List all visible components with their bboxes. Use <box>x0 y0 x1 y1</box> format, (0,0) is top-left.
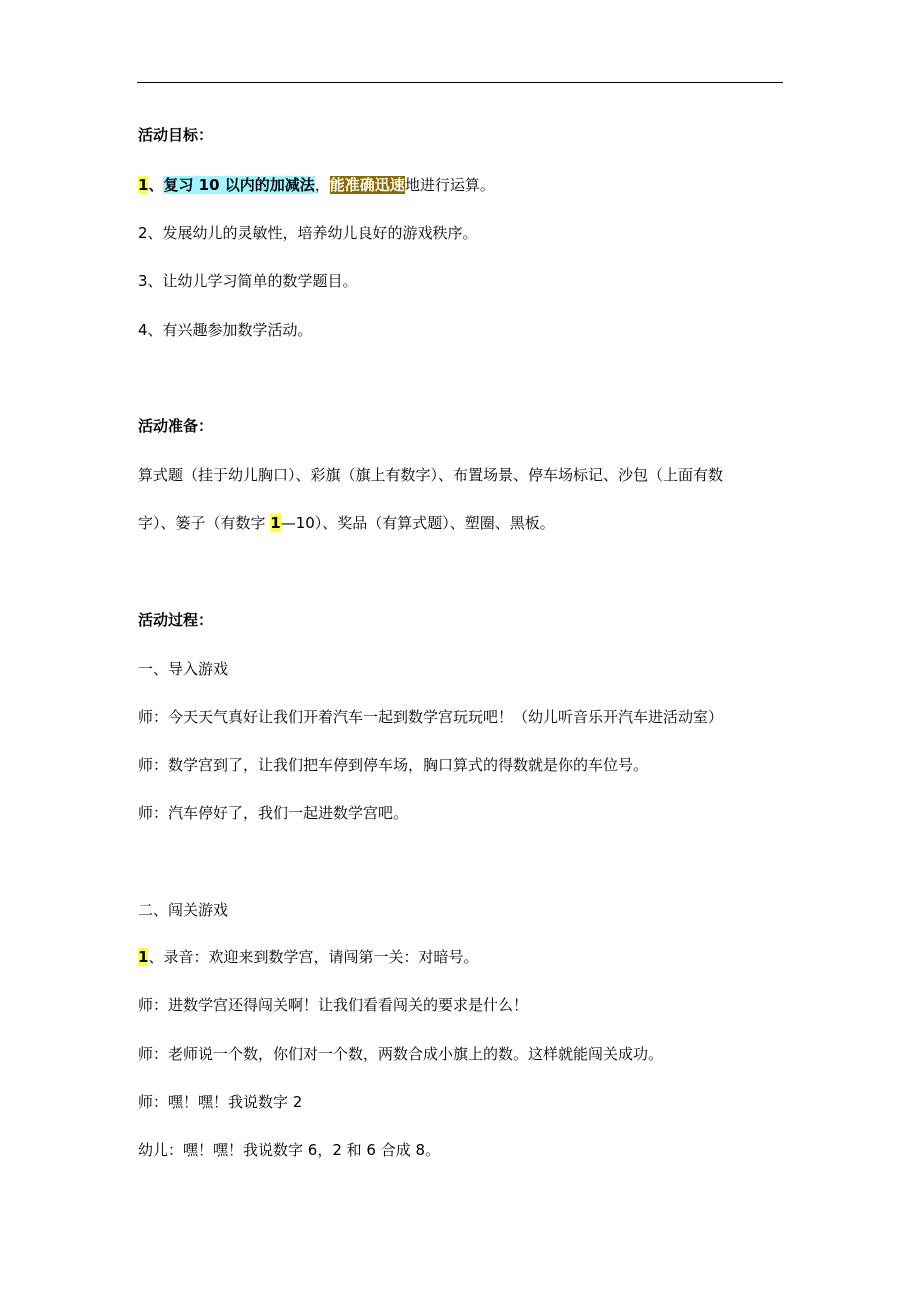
prep-line-1: 算式题（挂于幼儿胸口）、彩旗（旗上有数字）、布置场景、停车场标记、沙包（上面有数 <box>138 466 724 484</box>
goal-1-highlight-b: 能准确迅速 <box>329 176 405 194</box>
section-1-line-1: 师：今天天气真好让我们开着汽车一起到数学宫玩玩吧！（幼儿听音乐开汽车进活动室） <box>138 708 724 726</box>
goal-1-comma: ， <box>314 176 330 194</box>
section-2-title: 二、闯关游戏 <box>138 901 229 919</box>
goal-1-rest: 地进行运算。 <box>404 176 495 194</box>
section-2-line-1 <box>138 946 478 968</box>
section-2-line-5: 幼儿：嘿！嘿！我说数字 6，2 和 6 合成 8。 <box>138 1141 441 1159</box>
goals-heading: 活动目标： <box>138 126 214 144</box>
section-1-line-3: 师：汽车停好了，我们一起进数学宫吧。 <box>138 804 409 822</box>
section-2-line-1-text: 、录音：欢迎来到数学宫，请闯第一关：对暗号。 <box>148 948 479 966</box>
goal-1-highlight-a: 复习 10 以内的加减法 <box>163 176 315 194</box>
prep-heading: 活动准备： <box>138 417 214 435</box>
section-2-line-1-number: 1 <box>138 948 149 966</box>
header-rule <box>137 82 783 83</box>
section-2-line-4: 师：嘿！嘿！我说数字 2 <box>138 1093 303 1111</box>
section-1-line-2: 师：数学宫到了，让我们把车停到停车场，胸口算式的得数就是你的车位号。 <box>138 756 649 774</box>
goal-2: 2、发展幼儿的灵敏性，培养幼儿良好的游戏秩序。 <box>138 224 478 242</box>
section-2-line-3: 师：老师说一个数，你们对一个数，两数合成小旗上的数。这样就能闯关成功。 <box>138 1045 664 1063</box>
prep-line-2-a: 字）、篓子（有数字 <box>138 514 271 532</box>
goal-1 <box>138 174 495 196</box>
section-2-line-2: 师：进数学宫还得闯关啊！让我们看看闯关的要求是什么！ <box>138 996 529 1014</box>
prep-line-2-dash: —1 <box>280 514 306 532</box>
goal-1-number: 1 <box>138 176 149 194</box>
goal-1-separator: 、 <box>148 176 164 194</box>
prep-line-2-rest: 0）、奖品（有算式题）、塑圈、黑板。 <box>305 514 555 532</box>
section-1-title: 一、导入游戏 <box>138 660 229 678</box>
goal-4: 4、有兴趣参加数学活动。 <box>138 321 313 339</box>
prep-line-2 <box>138 512 555 534</box>
prep-line-2-num: 1 <box>270 514 281 532</box>
process-heading: 活动过程： <box>138 611 214 629</box>
goal-3: 3、让幼儿学习简单的数学题目。 <box>138 272 358 290</box>
